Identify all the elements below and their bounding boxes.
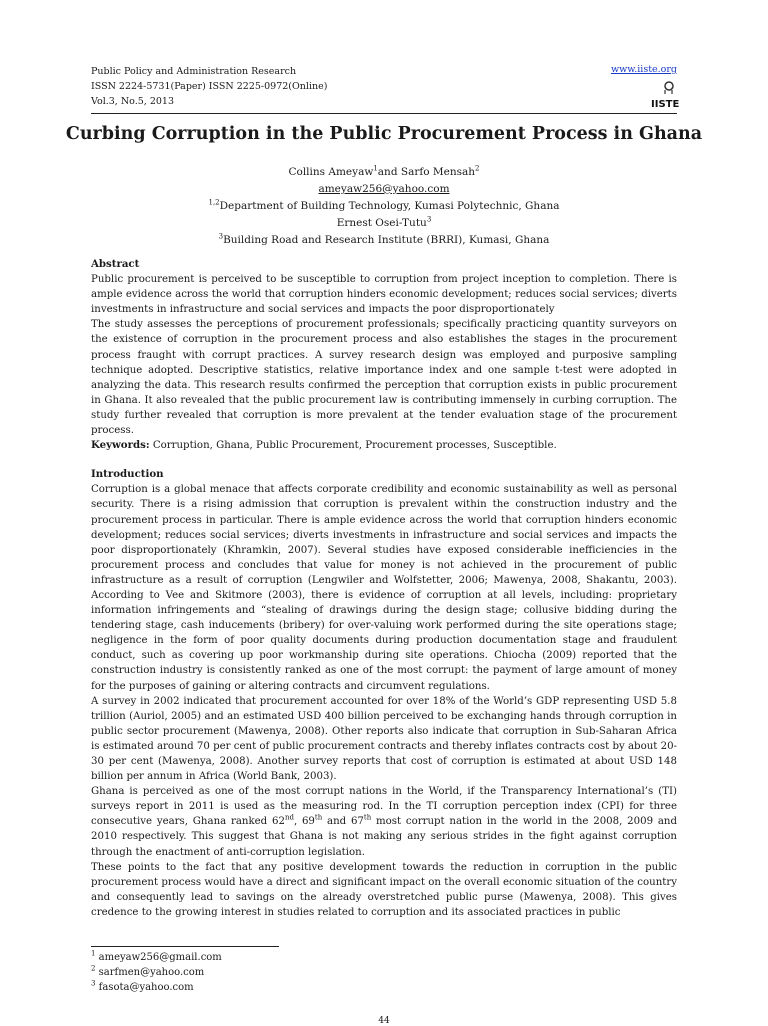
keywords-text: Corruption, Ghana, Public Procurement, Procurement processes, Susceptible.	[149, 440, 557, 452]
paragraph-text: , 69	[293, 816, 315, 828]
introduction-heading: Introduction	[91, 468, 164, 481]
page-number: 44	[378, 1016, 390, 1026]
introduction-paragraph: These points to the fact that any positive development towards the reduction in corruption in the public procurement process would have a direct and significant impact on the overall economic situation of the country and consequently lead to savings on the already overstretched public purse (Mawenya, 2008). This gives credence to the growing interest in studies related to corruption and its associated practices in public	[91, 861, 677, 918]
journal-volume: Vol.3, No.5, 2013	[91, 96, 174, 107]
footnote-text: fasota@yahoo.com	[95, 982, 194, 993]
journal-name: Public Policy and Administration Research	[91, 66, 297, 77]
ordinal-superscript: th	[363, 813, 372, 822]
svg-text:IISTE: IISTE	[651, 99, 680, 110]
keywords-line	[91, 438, 677, 453]
keywords-label: Keywords:	[91, 439, 150, 452]
footnotes	[91, 950, 222, 995]
paper-body	[91, 257, 677, 920]
affiliation-line	[91, 232, 677, 249]
journal-website-link[interactable]: www.iiste.org	[610, 64, 677, 75]
ordinal-superscript: th	[314, 813, 323, 822]
introduction-paragraph: A survey in 2002 indicated that procurement accounted for over 18% of the World’s GDP representing USD 5.8 trillion (Auriol, 2005) and an estimated USD 400 billion perceived to be exchanging hands through corruption in public sector procurement (Mawenya, 2008). Other reports also indicate that corruption in Sub-Saharan Africa is estimated around 70 per cent of public procurement contracts and thereby inflates contracts cost by about 20-30 per cent (Mawenya, 2008). Another survey reports that cost of corruption is estimated at about USD 148 billion per annum in Africa (World Bank, 2003).	[91, 695, 677, 783]
journal-issn: ISSN 2224-5731(Paper) ISSN 2225-0972(Online)	[91, 81, 328, 92]
iiste-logo-icon	[650, 80, 680, 110]
author-line	[91, 164, 677, 181]
affiliation-text: Department of Building Technology, Kumasi Polytechnic, Ghana	[219, 200, 560, 212]
introduction-paragraph	[91, 784, 677, 859]
paragraph-text: and 67	[322, 816, 364, 828]
abstract-paragraph: Public procurement is perceived to be susceptible to corruption from project inception to completion. There is ample evidence across the world that corruption hinders economic development; reduces social services; diverts investments in infrastructure and social services and impacts the poor disproportionately	[91, 274, 677, 316]
paragraph-text: Ghana is perceived as one of the most corrupt nations in the World, if the Transparency International’s (TI) surveys report in 2011 is used as the measuring rod. In the TI corruption perception index (CPI) for three consecutive years, Ghana ranked 62	[91, 786, 677, 828]
author-block	[91, 164, 677, 249]
footnote-number: 2	[91, 964, 96, 973]
author-email-link[interactable]: ameyaw256@yahoo.com	[318, 183, 450, 195]
footnote-rule	[91, 946, 279, 947]
abstract-heading: Abstract	[91, 258, 140, 270]
paragraph-text: most corrupt nation in the world in the 2008, 2009 and 2010 respectively. This suggest that Ghana is not making any serious strides in the fight against corruption through the enactment of anti-corruption legislation.	[91, 816, 677, 858]
author-name: and Sarfo Mensah	[377, 166, 476, 178]
author-name: Ernest Osei-Tutu	[336, 217, 427, 229]
introduction-paragraph: Corruption is a global menace that affects corporate credibility and economic sustainability as well as personal security. There is a rising admission that corruption is prevalent within the construction industry and the procurement process in particular. There is ample evidence across the world that corruption hinders economic development; reduces social services; diverts investments in infrastructure and social services and impacts the poor disproportionately (Khramkin, 2007). Several studies have exposed considerable inefficiencies in the procurement process and concludes that value for money is not achieved in the procurement of public infrastructure as a result of corruption (Lengwiler and Wolfstetter, 2006; Mawenya, 2008, Shakantu, 2003). According to Vee and Skitmore (2003), there is evidence of corruption at all levels, including: proprietary information infringements and “stealing of drawings during the design stage; collusive bidding during the tendering stage, cash inducements (bribery) for over-valuing work performed during the site operations stage; negligence in the form of poor quality documents during production documentation stage and fraudulent conduct, such as covering up poor workmanship during site operations. Chiocha (2009) reported that the construction industry is consistently ranked as one of the most corrupt: the payment of large amount of money for the purposes of gaining or altering contracts and circumvent regulations.	[91, 484, 677, 692]
affiliation-line	[91, 198, 677, 215]
journal-header	[91, 64, 327, 109]
footnote-item	[91, 980, 222, 995]
footnote-item	[91, 965, 222, 980]
paper-title: Curbing Corruption in the Public Procurement Process in Ghana	[65, 124, 703, 144]
ordinal-superscript: nd	[284, 813, 294, 822]
footnote-text: ameyaw256@gmail.com	[95, 952, 222, 963]
abstract-paragraph: The study assesses the perceptions of procurement professionals; specifically practicing quantity surveyors on the existence of corruption in the procurement process and also establishes the stages in the procurement process fraught with corrupt practices. A survey research design was employed and purposive sampling technique adopted. Descriptive statistics, relative importance index and one sample t-test were adopted in analyzing the data. This research results confirmed the perception that corruption exists in public procurement in Ghana. It also revealed that the public procurement law is contributing immensely in curbing corruption. The study further revealed that corruption is more prevalent at the tender evaluation stage of the procurement process.	[91, 319, 677, 437]
affiliation-superscript: 3	[218, 232, 224, 241]
header-rule	[91, 113, 677, 114]
footnote-number: 3	[91, 979, 96, 988]
author-line	[91, 215, 677, 232]
affiliation-text: Building Road and Research Institute (BRRI), Kumasi, Ghana	[223, 234, 550, 246]
author-superscript: 3	[426, 215, 432, 224]
affiliation-superscript: 1,2	[208, 198, 220, 207]
author-superscript: 1	[373, 164, 378, 173]
footnote-item	[91, 950, 222, 965]
footnote-text: sarfmen@yahoo.com	[95, 967, 205, 978]
author-superscript: 2	[475, 164, 480, 173]
author-name: Collins Ameyaw	[288, 166, 374, 178]
footnote-number: 1	[91, 949, 96, 958]
